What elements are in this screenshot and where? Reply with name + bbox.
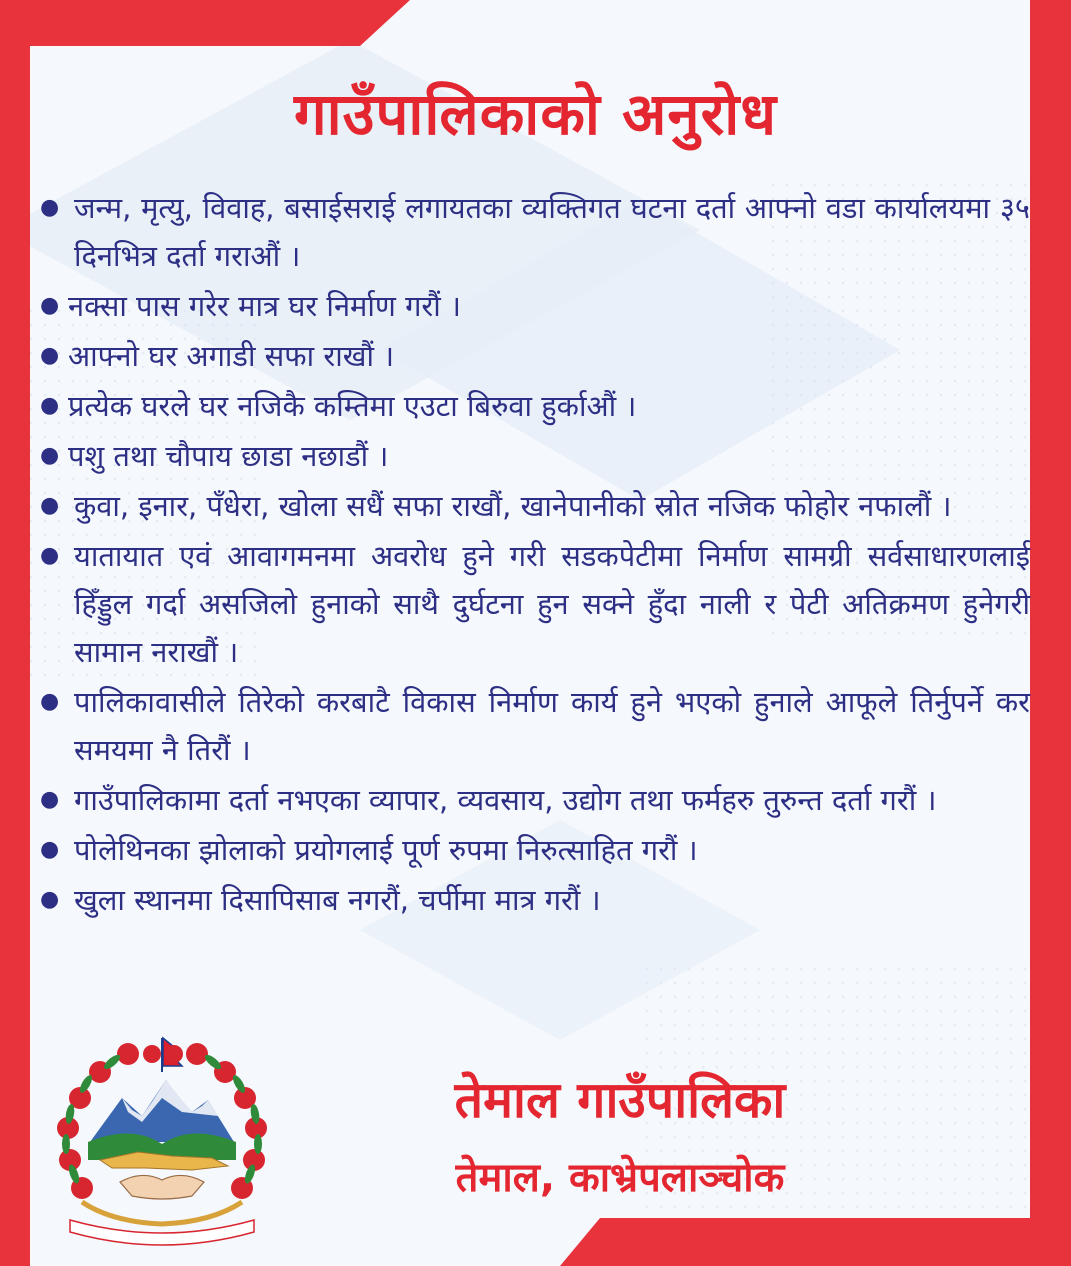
bullet-icon: ● — [40, 393, 60, 418]
bullet-icon: ● — [40, 493, 60, 518]
request-list — [40, 184, 1030, 926]
request-text: आफ्नो घर अगाडी सफा राखौं । — [68, 339, 395, 373]
request-text: नक्सा पास गरेर मात्र घर निर्माण गरौं । — [68, 289, 461, 323]
bullet-icon: ● — [40, 837, 60, 862]
request-text: यातायात एवं आवागमनमा अवरोध हुने गरी सडकपेटीमा निर्माण सामग्री सर्वसाधारणलाई हिँड्डुल गर्दा असजिलो हुनाको साथै दुर्घटना हुन सक्ने हुँदा नाली र पेटी अतिक्रमण हुनेगरी सामान नराखौं । — [74, 539, 1030, 669]
bullet-icon: ● — [40, 343, 60, 368]
request-item — [40, 432, 1030, 480]
request-item — [40, 776, 1030, 824]
bullet-icon: ● — [40, 787, 60, 812]
top-left-band — [0, 0, 410, 46]
request-item — [40, 282, 1030, 330]
request-text: गाउँपालिकामा दर्ता नभएका व्यापार, व्यवसाय, उद्योग तथा फर्महरु तुरुन्त दर्ता गरौं । — [74, 783, 937, 817]
nepal-government-emblem-icon — [42, 1032, 282, 1248]
request-item — [40, 532, 1030, 676]
right-edge-band — [1030, 0, 1071, 1266]
request-item — [40, 876, 1030, 924]
poster-title: गाउँपालिकाको अनुरोध — [293, 80, 777, 148]
bullet-icon: ● — [40, 293, 60, 318]
bullet-icon: ● — [40, 195, 60, 220]
bottom-right-band — [560, 1218, 1071, 1266]
request-text: प्रत्येक घरले घर नजिकै कम्तिमा एउटा बिरुवा हुर्काऔं । — [68, 389, 637, 423]
request-text: पोलेथिनका झोलाको प्रयोगलाई पूर्ण रुपमा निरुत्साहित गरौं । — [74, 833, 698, 867]
request-text: कुवा, इनार, पँधेरा, खोला सधैं सफा राखौं, खानेपानीको स्रोत नजिक फोहोर नफालौं । — [74, 489, 952, 523]
request-text: पालिकावासीले तिरेको करबाटै विकास निर्माण कार्य हुने भएको हुनाले आफूले तिर्नुपर्ने कर समयमा नै तिरौं । — [74, 685, 1030, 767]
request-item — [40, 482, 1030, 530]
bullet-icon: ● — [40, 543, 60, 568]
request-text: पशु तथा चौपाय छाडा नछाडौं । — [68, 439, 389, 473]
bullet-icon: ● — [40, 887, 60, 912]
municipality-address: तेमाल, काभ्रेपलाञ्चोक — [455, 1155, 785, 1201]
request-item — [40, 382, 1030, 430]
municipality-name: तेमाल गाउँपालिका — [454, 1071, 786, 1129]
request-item — [40, 332, 1030, 380]
bullet-icon: ● — [40, 443, 60, 468]
request-text: जन्म, मृत्यु, विवाह, बसाईसराई लगायतका व्यक्तिगत घटना दर्ता आफ्नो वडा कार्यालयमा ३५ दिनभित्र दर्ता गराऔं । — [74, 191, 1030, 273]
request-item — [40, 826, 1030, 874]
left-edge-band — [0, 0, 30, 1266]
request-text: खुला स्थानमा दिसापिसाब नगरौं, चर्पीमा मात्र गरौं । — [74, 883, 601, 917]
bullet-icon: ● — [40, 689, 60, 714]
request-item — [40, 184, 1030, 280]
request-item — [40, 678, 1030, 774]
